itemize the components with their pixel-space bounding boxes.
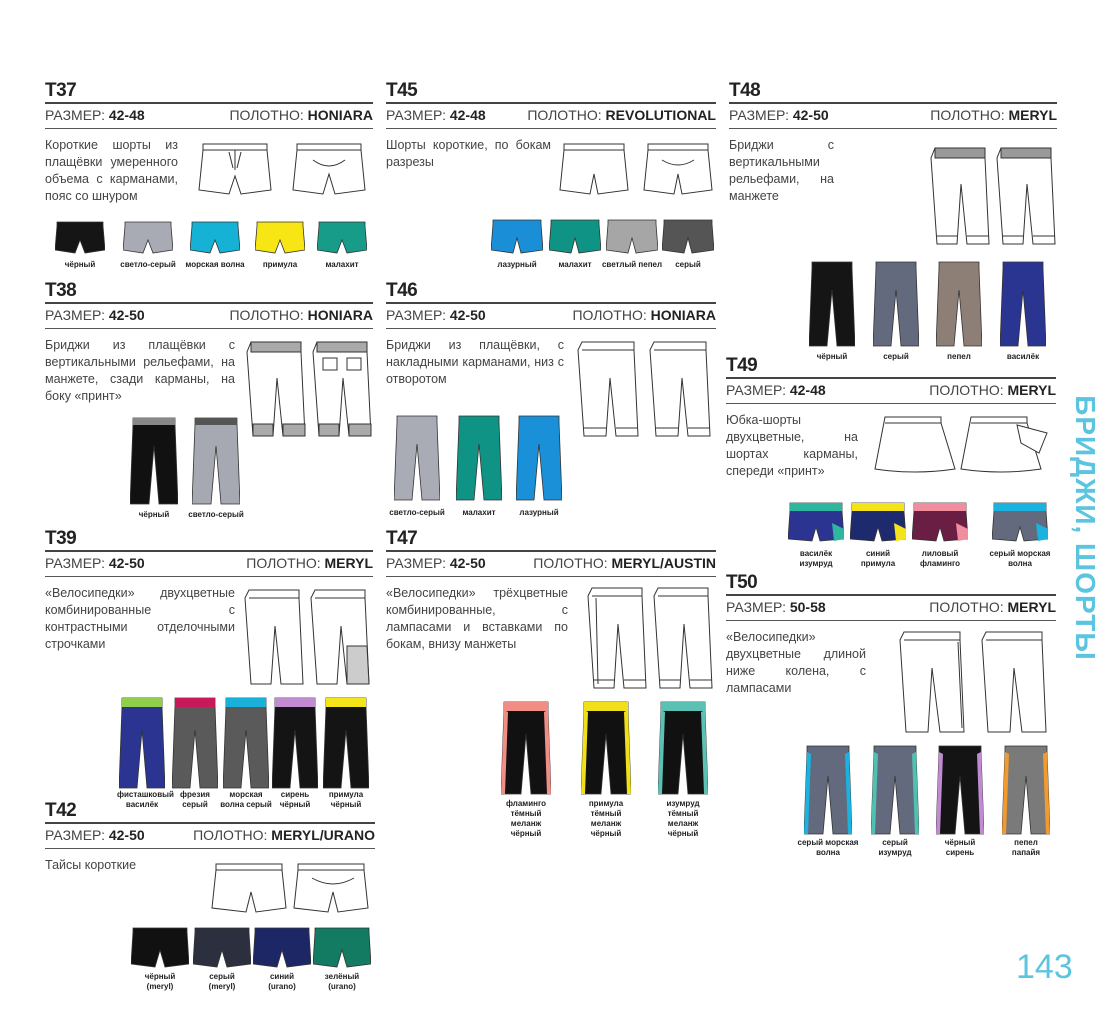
color-label: изумруд тёмный меланж чёрный	[666, 799, 700, 838]
divider	[386, 102, 716, 104]
color-label: сирень чёрный	[279, 790, 311, 809]
divider	[726, 403, 1056, 404]
swatch-fistashkovyy-vasilyok	[119, 696, 165, 790]
color-label: чёрный	[138, 510, 170, 519]
color-label: василёк изумруд	[799, 549, 833, 568]
fabric-value: MERYL/URANO	[271, 827, 375, 843]
swatch-lazurnyy	[491, 218, 543, 254]
technical-sketch	[556, 140, 716, 200]
product-T49	[726, 355, 1056, 575]
color-label: лиловый фламинго	[919, 549, 961, 568]
swatch-chyornyy-meryl	[131, 926, 189, 968]
swatch-lilovyy-flamingo	[912, 501, 968, 543]
color-label: светло-серый	[188, 510, 244, 519]
product-description: «Велосипедки» трёхцветные комбинированные, с лампасами и вставками по бокам, внизу манжеты	[386, 586, 568, 651]
product-code: T45	[386, 80, 418, 101]
color-label: малахит	[558, 260, 592, 269]
spec-line: РАЗМЕР: 42-48 ПОЛОТНО: REVOLUTIONAL	[386, 107, 716, 123]
color-label: серый морская волна	[989, 549, 1051, 568]
divider	[45, 576, 373, 577]
spec-line: РАЗМЕР: 42-50 ПОЛОТНО: HONIARA	[386, 307, 716, 323]
product-code: T37	[45, 80, 77, 101]
swatch-chyornyy	[809, 260, 855, 348]
swatch-siniy-urano	[253, 926, 311, 968]
color-label: примула тёмный меланж чёрный	[588, 799, 624, 838]
divider	[726, 620, 1056, 621]
divider	[386, 302, 716, 304]
swatch-seryy-izumrud	[871, 744, 919, 836]
color-label: серый	[883, 352, 909, 361]
technical-sketch	[195, 140, 375, 200]
swatch-seryy	[873, 260, 919, 348]
product-description: Шорты короткие, по бокам разрезы	[386, 138, 551, 169]
spec-line: РАЗМЕР: 50-58 ПОЛОТНО: MERYL	[726, 599, 1056, 615]
size-value: 42-50	[449, 555, 486, 571]
color-label: морская волна	[185, 260, 245, 269]
swatch-izumrud	[658, 700, 708, 796]
technical-sketch	[871, 413, 1051, 475]
swatch-chyornyy-siren	[936, 744, 984, 836]
divider	[45, 822, 375, 824]
color-label: лазурный	[519, 508, 559, 517]
color-label: фламинго тёмный меланж чёрный	[505, 799, 547, 838]
swatch-svetlo-seryy	[123, 220, 173, 254]
swatch-primula	[581, 700, 631, 796]
swatch-seryy-morskaya-volna	[804, 744, 852, 836]
color-label: пепел папайя	[1011, 838, 1041, 857]
product-T50	[726, 572, 1056, 864]
product-description: Юбка-шорты двухцветные, на шортах карманы, спереди «принт»	[726, 413, 858, 478]
spec-line: РАЗМЕР: 42-50 ПОЛОТНО: MERYL/AUSTIN	[386, 555, 716, 571]
technical-sketch	[896, 628, 1056, 738]
product-T48	[729, 80, 1057, 365]
color-label: малахит	[462, 508, 496, 517]
product-code: T39	[45, 528, 77, 549]
technical-sketch	[929, 144, 1059, 254]
spec-line: РАЗМЕР: 42-50 ПОЛОТНО: MERYL	[45, 555, 373, 571]
product-code: T47	[386, 528, 418, 549]
swatch-morskaya-volna	[190, 220, 240, 254]
swatch-seryy-meryl	[193, 926, 251, 968]
product-description: Короткие шорты из плащёвки умеренного объема с карманами, пояс со шнуром	[45, 138, 178, 203]
fabric-value: MERYL	[1007, 599, 1056, 615]
swatch-svetlo-seryy	[394, 414, 440, 502]
product-description: Бриджи из плащёвки с вертикальными рельефами, на манжете, сзади карманы, на боку «принт»	[45, 338, 235, 403]
color-label: синий (urano)	[268, 972, 296, 991]
technical-sketch	[576, 338, 716, 443]
swatch-primula	[255, 220, 305, 254]
fabric-value: MERYL/AUSTIN	[611, 555, 716, 571]
swatch-seryy	[662, 218, 714, 254]
color-label: василёк	[1006, 352, 1040, 361]
swatch-freziya-seryy	[172, 696, 218, 790]
divider	[729, 128, 1057, 129]
swatch-malakhit	[456, 414, 502, 502]
spec-line: РАЗМЕР: 42-50 ПОЛОТНО: MERYL/URANO	[45, 827, 375, 843]
swatch-malakhit	[549, 218, 601, 254]
swatch-chyornyy	[130, 416, 178, 506]
color-label: примула чёрный	[328, 790, 364, 809]
product-code: T49	[726, 355, 758, 376]
color-label: чёрный	[64, 260, 96, 269]
size-value: 42-50	[449, 307, 486, 323]
product-description: «Велосипедки» двухцветные длиной ниже колена, с лампасами	[726, 630, 866, 695]
divider	[45, 328, 373, 329]
divider	[45, 302, 373, 304]
fabric-value: MERYL	[1007, 382, 1056, 398]
technical-sketch	[586, 584, 716, 696]
technical-sketch	[245, 338, 375, 443]
swatch-pepel	[936, 260, 982, 348]
product-code: T46	[386, 280, 418, 301]
color-label: лазурный	[497, 260, 537, 269]
size-value: 42-50	[792, 107, 829, 123]
page-number: 143	[1016, 948, 1073, 986]
swatch-flamingo	[501, 700, 551, 796]
product-T42	[45, 800, 375, 1000]
size-value: 42-50	[108, 307, 145, 323]
divider	[726, 377, 1056, 379]
product-description: Тайсы короткие	[45, 858, 137, 872]
swatch-siniy-primula	[850, 501, 906, 543]
color-label: морская волна серый	[220, 790, 272, 809]
divider	[45, 848, 375, 849]
spec-line: РАЗМЕР: 42-48 ПОЛОТНО: HONIARA	[45, 107, 373, 123]
color-label: малахит	[325, 260, 359, 269]
technical-sketch	[243, 586, 373, 691]
product-code: T48	[729, 80, 761, 101]
color-label: фисташковый василёк	[117, 790, 174, 809]
swatch-primula-chyornyy	[323, 696, 369, 790]
product-T47	[386, 528, 716, 838]
fabric-value: HONIARA	[307, 107, 373, 123]
swatch-pepel-papayya	[1002, 744, 1050, 836]
divider	[726, 594, 1056, 596]
swatch-zelyonyy-urano	[313, 926, 371, 968]
swatch-chyornyy	[55, 220, 105, 254]
swatch-malakhit	[317, 220, 367, 254]
swatch-vasilyok-izumrud	[788, 501, 844, 543]
color-label: чёрный (meryl)	[144, 972, 176, 991]
color-label: фрезия серый	[180, 790, 210, 809]
size-value: 42-50	[108, 555, 145, 571]
divider	[386, 328, 716, 329]
product-code: T42	[45, 800, 77, 821]
color-label: серый морская волна	[797, 838, 859, 857]
color-label: чёрный сирень	[944, 838, 976, 857]
divider	[386, 550, 716, 552]
fabric-value: HONIARA	[650, 307, 716, 323]
color-label: серый изумруд	[878, 838, 912, 857]
size-value: 42-48	[108, 107, 145, 123]
color-label: серый (meryl)	[208, 972, 236, 991]
divider	[45, 128, 373, 129]
color-label: зелёный (urano)	[324, 972, 360, 991]
swatch-vasilyok	[1000, 260, 1046, 348]
product-T38	[45, 280, 373, 520]
product-T39	[45, 528, 373, 813]
size-value: 42-48	[449, 107, 486, 123]
size-value: 42-48	[789, 382, 826, 398]
fabric-value: MERYL	[1008, 107, 1057, 123]
divider	[45, 102, 373, 104]
product-description: Бриджи из плащёвки, с накладными карманами, низ с отворотом	[386, 338, 564, 386]
product-T37	[45, 80, 373, 270]
swatch-svetlyy-pepel	[606, 218, 658, 254]
swatch-lazurnyy	[516, 414, 562, 502]
product-T46	[386, 280, 716, 520]
divider	[729, 102, 1057, 104]
product-code: T38	[45, 280, 77, 301]
spec-line: РАЗМЕР: 42-50 ПОЛОТНО: HONIARA	[45, 307, 373, 323]
spec-line: РАЗМЕР: 42-48 ПОЛОТНО: MERYL	[726, 382, 1056, 398]
fabric-value: MERYL	[324, 555, 373, 571]
swatch-morskaya-volna-seryy	[223, 696, 269, 790]
color-label: пепел	[947, 352, 971, 361]
color-label: синий примула	[860, 549, 896, 568]
swatch-svetlo-seryy	[192, 416, 240, 506]
color-label: примула	[262, 260, 298, 269]
product-description: Бриджи с вертикальными рельефами, на манжете	[729, 138, 834, 203]
divider	[386, 128, 716, 129]
swatch-seryy-morskaya-volna	[992, 501, 1048, 543]
color-label: светлый пепел	[601, 260, 663, 269]
color-label: светло-серый	[120, 260, 176, 269]
color-label: серый	[675, 260, 701, 269]
product-code: T50	[726, 572, 758, 593]
swatch-siren-chyornyy	[272, 696, 318, 790]
fabric-value: REVOLUTIONAL	[605, 107, 716, 123]
divider	[386, 576, 716, 577]
spec-line: РАЗМЕР: 42-50 ПОЛОТНО: MERYL	[729, 107, 1057, 123]
color-label: светло-серый	[389, 508, 445, 517]
divider	[45, 550, 373, 552]
fabric-value: HONIARA	[307, 307, 373, 323]
size-value: 42-50	[108, 827, 145, 843]
size-value: 50-58	[789, 599, 826, 615]
section-title-text: БРИДЖИ, ШОРТЫ	[1070, 394, 1101, 661]
product-T45	[386, 80, 716, 270]
section-title	[1062, 394, 1108, 661]
product-description: «Велосипедки» двухцветные комбинированные с контрастными отделочными строчками	[45, 586, 235, 651]
technical-sketch	[210, 860, 375, 916]
color-label: чёрный	[816, 352, 848, 361]
